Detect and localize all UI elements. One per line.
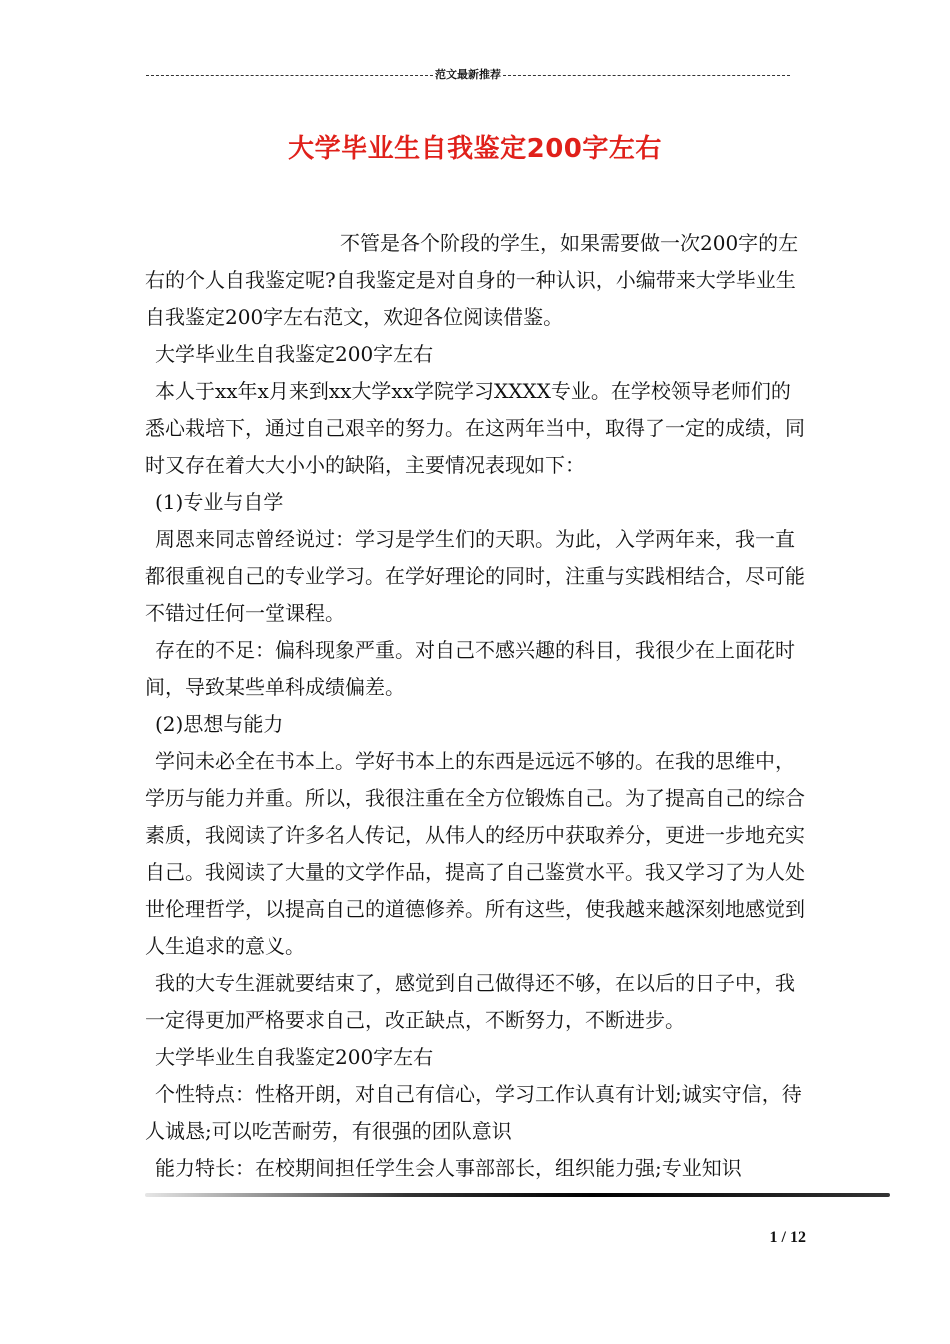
header-dash-right [503, 75, 790, 76]
body-paragraph: 个性特点：性格开朗，对自己有信心，学习工作认真有计划;诚实守信，待人诚恳;可以吃苦耐劳，有很强的团队意识 [145, 1082, 802, 1143]
section-heading: 大学毕业生自我鉴定200字左右 [155, 1045, 434, 1069]
page-header [146, 68, 790, 82]
body-paragraph: 能力特长：在校期间担任学生会人事部部长，组织能力强;专业知识 [155, 1156, 742, 1180]
body-paragraph: 存在的不足：偏科现象严重。对自己不感兴趣的科目，我很少在上面花时间，导致某些单科成绩偏差。 [145, 638, 795, 699]
body-paragraph: 学问未必全在书本上。学好书本上的东西是远远不够的。在我的思维中，学历与能力并重。所以，我很注重在全方位锻炼自己。为了提高自己的综合素质，我阅读了许多名人传记，从伟人的经历中获取养分，更进一步地充实自己。我阅读了大量的文学作品，提高了自己鉴赏水平。我又学习了为人处世伦理哲学，以提高自己的道德修养。所有这些，使我越来越深刻地感觉到人生追求的意义。 [145, 749, 805, 958]
subsection-heading: (2)思想与能力 [155, 712, 284, 736]
document-body [145, 225, 809, 1187]
subsection-heading: (1)专业与自学 [155, 490, 284, 514]
body-paragraph: 我的大专生涯就要结束了，感觉到自己做得还不够，在以后的日子中，我一定得更加严格要求自己，改正缺点，不断努力，不断进步。 [145, 971, 795, 1032]
page-number: 1 / 12 [769, 1229, 806, 1246]
body-paragraph: 本人于xx年x月来到xx大学xx学院学习XXXX专业。在学校领导老师们的悉心栽培下，通过自己艰辛的努力。在这两年当中，取得了一定的成绩，同时又存在着大大小小的缺陷，主要情况表现如下： [145, 379, 805, 477]
header-label: 范文最新推荐 [435, 68, 501, 81]
body-paragraph: 周恩来同志曾经说过：学习是学生们的天职。为此，入学两年来，我一直都很重视自己的专业学习。在学好理论的同时，注重与实践相结合，尽可能不错过任何一堂课程。 [145, 527, 805, 625]
footer-divider [145, 1193, 890, 1197]
header-dash-left [146, 75, 433, 76]
document-title: 大学毕业生自我鉴定200字左右 [288, 134, 662, 164]
intro-paragraph: 不管是各个阶段的学生，如果需要做一次200字的左右的个人自我鉴定呢?自我鉴定是对自身的一种认识，小编带来大学毕业生自我鉴定200字左右范文，欢迎各位阅读借鉴。 [145, 231, 799, 329]
section-heading: 大学毕业生自我鉴定200字左右 [155, 342, 434, 366]
